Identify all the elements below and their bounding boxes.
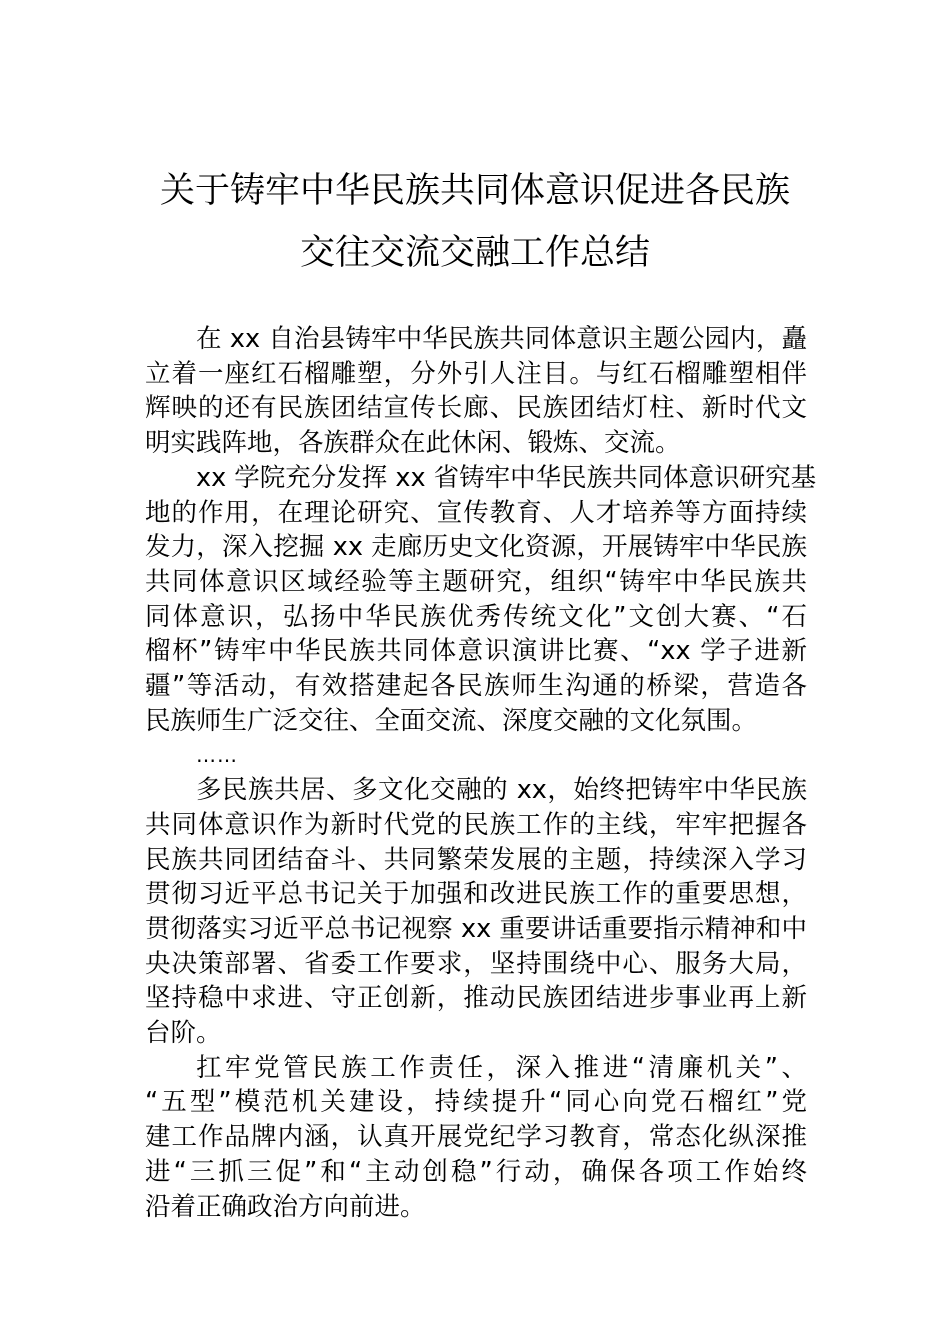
text-line: 民族共同团结奋斗、共同繁荣发展的主题，持续深入学习 [145, 844, 807, 875]
text-line: 疆”等活动，有效搭建起各民族师生沟通的桥梁，营造各 [145, 671, 807, 702]
text-line: 台阶。 [145, 1018, 222, 1049]
text-line: 建工作品牌内涵，认真开展党纪学习教育，常态化纵深推 [145, 1122, 807, 1153]
ellipsis: …… [196, 743, 238, 768]
document-body [145, 322, 817, 1224]
text-line: 明实践阵地，各族群众在此休闲、锻炼、交流。 [145, 428, 681, 459]
paragraph-4 [145, 1051, 807, 1225]
text-line: 贯彻落实习近平总书记视察 xx 重要讲话重要指示精神和中 [145, 913, 807, 944]
text-line: 发力，深入挖掘 xx 走廊历史文化资源，开展铸牢中华民族 [145, 532, 807, 563]
text-line: 榴杯”铸牢中华民族共同体意识演讲比赛、“xx 学子进新 [145, 636, 807, 667]
text-line: 多民族共居、多文化交融的 xx，始终把铸牢中华民族 [196, 775, 807, 806]
text-line: 同体意识，弘扬中华民族优秀传统文化”文创大赛、“石 [145, 601, 807, 632]
text-line: 沿着正确政治方向前进。 [145, 1191, 426, 1222]
text-line: 坚持稳中求进、守正创新，推动民族团结进步事业再上新 [145, 983, 807, 1014]
text-line: 立着一座红石榴雕塑，分外引人注目。与红石榴雕塑相伴 [145, 358, 807, 389]
paragraph-3 [145, 773, 807, 1051]
title-line-1: 关于铸牢中华民族共同体意识促进各民族 [159, 171, 790, 211]
text-line: 央决策部署、省委工作要求，坚持围绕中心、服务大局， [145, 948, 807, 979]
text-line: 民族师生广泛交往、全面交流、深度交融的文化氛围。 [145, 705, 758, 736]
text-line: 共同体意识区域经验等主题研究，组织“铸牢中华民族共 [145, 566, 807, 597]
document-title [145, 160, 805, 284]
text-line: 共同体意识作为新时代党的民族工作的主线，牢牢把握各 [145, 809, 807, 840]
text-line: 辉映的还有民族团结宣传长廊、民族团结灯柱、新时代文 [145, 393, 807, 424]
paragraph-1 [145, 322, 807, 461]
text-line: 地的作用，在理论研究、宣传教育、人才培养等方面持续 [145, 497, 807, 528]
title-line-2: 交往交流交融工作总结 [299, 233, 650, 273]
text-line: 扛牢党管民族工作责任，深入推进“清廉机关”、 [196, 1052, 807, 1083]
text-line: 在 xx 自治县铸牢中华民族共同体意识主题公园内，矗 [196, 324, 807, 354]
ellipsis-paragraph [145, 738, 807, 773]
text-line: “五型”模范机关建设，持续提升“同心向党石榴红”党 [145, 1087, 807, 1118]
text-line: 贯彻习近平总书记关于加强和改进民族工作的重要思想， [145, 879, 807, 910]
text-line: xx 学院充分发挥 xx 省铸牢中华民族共同体意识研究基 [196, 462, 817, 493]
paragraph-2 [145, 461, 817, 739]
text-line: 进“三抓三促”和“主动创稳”行动，确保各项工作始终 [145, 1156, 807, 1187]
